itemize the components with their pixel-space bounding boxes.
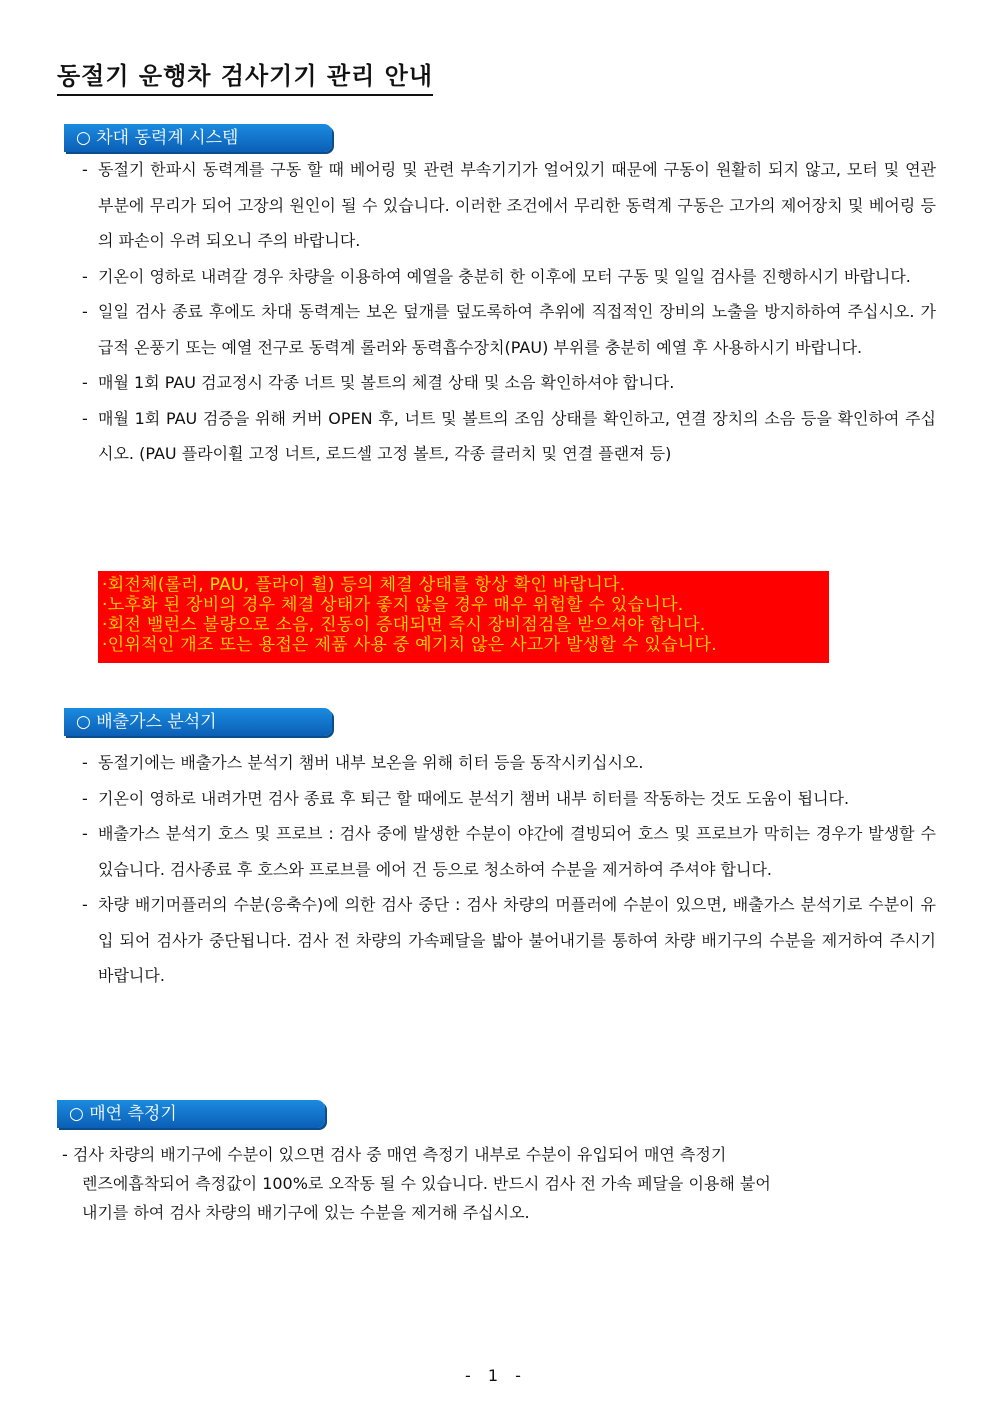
list-item: - 차량 배기머플러의 수분(응축수)에 의한 검사 중단 : 검사 차량의 머플러에 수분이 있으면, 배출가스 분석기로 수분이 유입 되어 검사가 중단됩니다. 검사 전 차량의 가속페달을 밟아 불어내기를 통하여 차량 배기구의 수분을 제거하여 주시기 바랍니다. [80,887,936,994]
list-item: - 기온이 영하로 내려가면 검사 종료 후 퇴근 할 때에도 분석기 챔버 내부 히터를 작동하는 것도 도움이 됩니다. [80,781,936,817]
warning-line: ·회전체(롤러, PAU, 플라이 휠) 등의 체결 상태를 항상 확인 바랍니다. [102,575,626,595]
list-item: - 매월 1회 PAU 검교정시 각종 너트 및 볼트의 체결 상태 및 소음 확인하셔야 합니다. [80,365,936,401]
gas-analyzer-list [80,745,936,994]
list-item: - 일일 검사 종료 후에도 차대 동력계는 보온 덮개를 덮도록하여 추위에 직접적인 장비의 노출을 방지하하여 주십시오. 가급적 온풍기 또는 예열 전구로 동력계 롤러와 동력흡수장치(PAU) 부위를 충분히 예열 후 사용하시기 바랍니다. [80,294,936,365]
smoke-meter-text [62,1140,932,1227]
section-heading-gas-analyzer: ○ 배출가스 분석기 [64,708,332,736]
warning-line: ·노후화 된 장비의 경우 체결 상태가 좋지 않을 경우 매우 위험할 수 있습니다. [102,595,684,615]
warning-box [98,571,829,663]
page-number: - 1 - [465,1366,527,1385]
warning-line: ·인위적인 개조 또는 용접은 제품 사용 중 예기치 않은 사고가 발생할 수 있습니다. [102,635,717,655]
warning-line: ·회전 밸런스 불량으로 소음, 진동이 증대되면 즉시 장비점검을 받으셔야 합니다. [102,615,706,635]
list-item: - 기온이 영하로 내려갈 경우 차량을 이용하여 예열을 충분히 한 이후에 모터 구동 및 일일 검사를 진행하시기 바랍니다. [80,259,936,295]
section-heading-dynamometer: ○ 차대 동력계 시스템 [64,124,332,152]
list-item: - 동절기에는 배출가스 분석기 챔버 내부 보온을 위해 히터 등을 동작시키십시오. [80,745,936,781]
list-item: - 배출가스 분석기 호스 및 프로브 : 검사 중에 발생한 수분이 야간에 결빙되어 호스 및 프로브가 막히는 경우가 발생할 수 있습니다. 검사종료 후 호스와 프로브를 에어 건 등으로 청소하여 수분을 제거하여 주셔야 합니다. [80,816,936,887]
page-title: 동절기 운행차 검사기기 관리 안내 [57,56,433,96]
list-item: - 동절기 한파시 동력계를 구동 할 때 베어링 및 관련 부속기기가 얼어있기 때문에 구동이 원활히 되지 않고, 모터 및 연관 부분에 무리가 되어 고장의 원인이 될 수 있습니다. 이러한 조건에서 무리한 동력계 구동은 고가의 제어장치 및 베어링 등의 파손이 우려 되오니 주의 바랍니다. [80,152,936,259]
text-line: - 검사 차량의 배기구에 수분이 있으면 검사 중 매연 측정기 내부로 수분이 유입되어 매연 측정기 [62,1145,727,1164]
text-line: 렌즈에흡착되어 측정값이 100%로 오작동 될 수 있습니다. 반드시 검사 전 가속 페달을 이용해 불어 [82,1174,771,1193]
text-line: 내기를 하여 검사 차량의 배기구에 있는 수분을 제거해 주십시오. [82,1203,530,1222]
list-item: - 매월 1회 PAU 검증을 위해 커버 OPEN 후, 너트 및 볼트의 조임 상태를 확인하고, 연결 장치의 소음 등을 확인하여 주십시오. (PAU 플라이휠 고정 너트, 로드셀 고정 볼트, 각종 클러치 및 연결 플랜져 등) [80,401,936,472]
section-heading-smoke-meter: ○ 매연 측정기 [57,1100,325,1128]
dynamometer-list [80,152,936,472]
